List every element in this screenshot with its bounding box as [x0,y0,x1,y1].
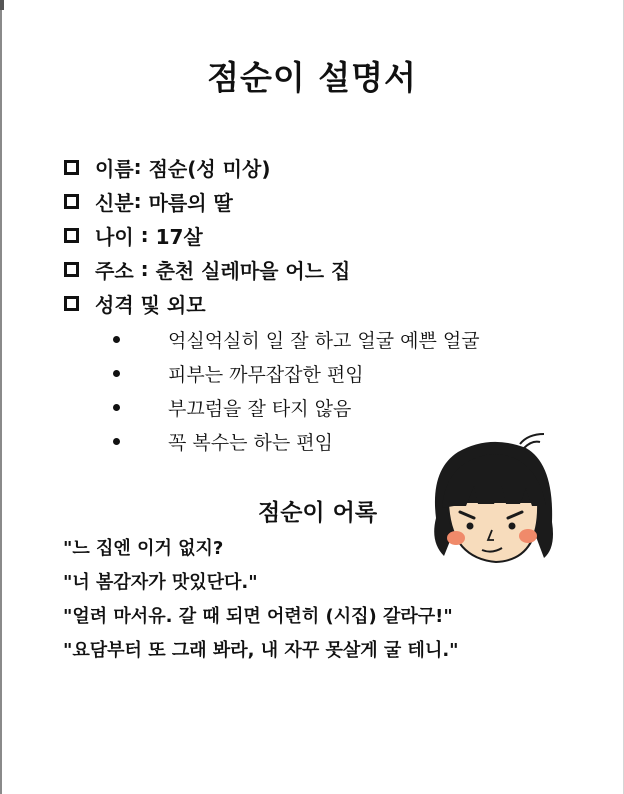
page-corner-mark [0,0,4,10]
profile-item-status [64,184,350,218]
bullet-icon [113,370,120,377]
list-item [113,390,480,424]
hair-strand [524,442,540,448]
bullet-icon [113,438,120,445]
checkbox-icon [64,194,79,209]
right-blush [519,529,537,543]
profile-item-personality [64,286,350,320]
profile-label: 주소 [95,258,134,283]
label-colon: : [133,223,156,247]
label-colon: : [133,189,149,213]
trait-list [113,322,480,458]
list-item [113,424,480,458]
label-colon: : [133,155,149,179]
page-title: 점순이 설명서 [207,58,417,97]
page-edge [0,0,2,794]
bullet-icon [113,336,120,343]
profile-value: 17살 [155,224,203,249]
trait-text: 피부는 까무잡잡한 편임 [168,363,364,386]
quotes-title: 점순이 어록 [258,500,378,526]
profile-value: 마름의 딸 [148,190,233,215]
profile-label: 성격 및 외모 [95,292,206,317]
profile-value: 춘천 실레마을 어느 집 [155,258,351,283]
profile-label: 이름 [95,156,134,181]
bullet-icon [113,404,120,411]
list-item [113,356,480,390]
profile-label: 나이 [95,224,134,249]
quote-line: "요담부터 또 그래 봐라, 내 자꾸 못살게 굴 테니." [63,640,459,661]
trait-text: 꼭 복수는 하는 편임 [168,431,333,454]
profile-item-age [64,218,350,252]
label-colon: : [133,257,156,281]
list-item [113,322,480,356]
quote-list [63,530,459,666]
profile-label: 신분 [95,190,134,215]
profile-value: 점순(성 미상) [148,156,271,181]
checkbox-icon [64,228,79,243]
quote-line: "얼려 마서유. 갈 때 되면 어련히 (시집) 갈라구!" [63,606,453,627]
checkbox-icon [64,262,79,277]
right-eye [509,523,516,530]
trait-text: 부끄럼을 잘 타지 않음 [168,397,352,420]
quote-line: "너 봄감자가 맛있단다." [63,572,258,593]
left-eye [467,523,474,530]
checkbox-icon [64,296,79,311]
profile-item-address [64,252,350,286]
checkbox-icon [64,160,79,175]
quote-line: "느 집엔 이거 없지? [63,538,224,559]
profile-checklist [64,150,350,320]
profile-item-name [64,150,350,184]
trait-text: 억실억실히 일 잘 하고 얼굴 예쁜 얼굴 [168,329,480,352]
